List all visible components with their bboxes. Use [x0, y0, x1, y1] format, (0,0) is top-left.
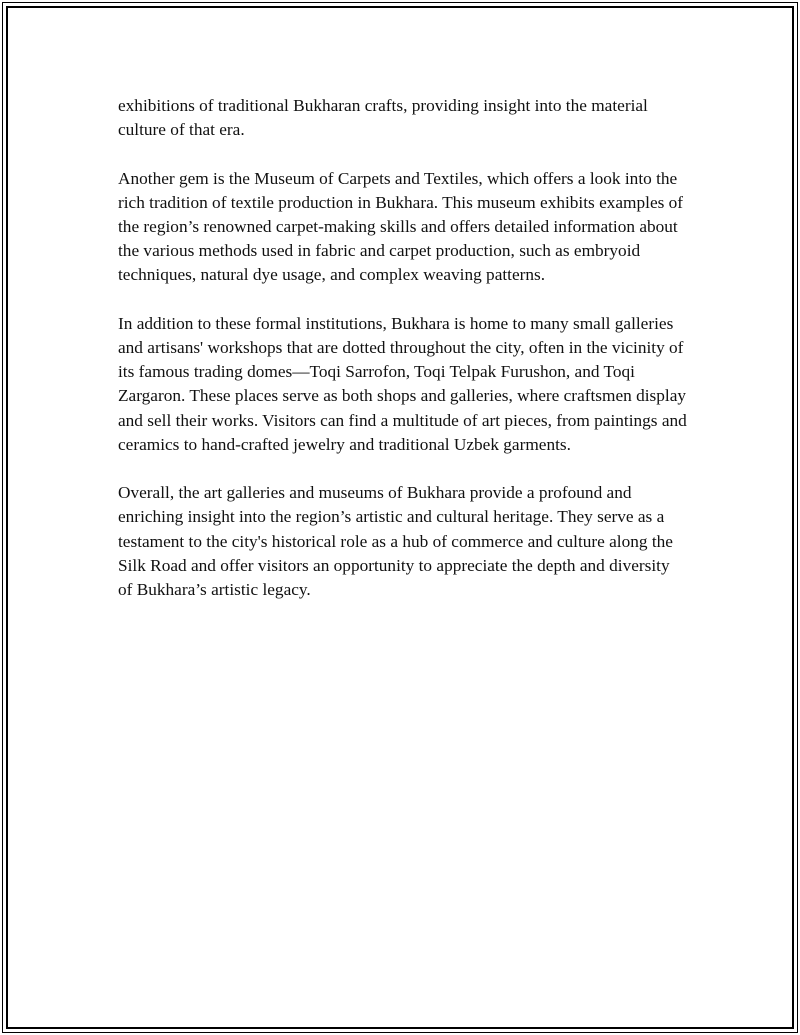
- paragraph-crafts-continuation: exhibitions of traditional Bukharan crafts, providing insight into the material culture of that era.: [118, 96, 648, 140]
- paragraph-conclusion: Overall, the art galleries and museums of Bukhara provide a profound and enriching insight into the region’s artistic and cultural heritage. They serve as a testament to the city's historical role as a hub of commerce and culture along the Silk Road and offer visitors an opportunity to appreciate the depth and diversity of Bukhara’s artistic legacy.: [118, 483, 673, 600]
- paragraph-galleries-workshops: In addition to these formal institutions, Bukhara is home to many small galleries and artisans' workshops that are dotted throughout the city, often in the vicinity of its famous trading domes—Toqi Sarrofon, Toqi Telpak Furushon, and Toqi Zargaron. These places serve as both shops and galleries, where craftsmen display and sell their works. Visitors can find a multitude of art pieces, from paintings and ceramics to hand-crafted jewelry and traditional Uzbek garments.: [118, 313, 687, 454]
- document-body: [118, 94, 688, 626]
- paragraph-carpets-museum: Another gem is the Museum of Carpets and Textiles, which offers a look into the rich tradition of textile production in Bukhara. This museum exhibits examples of the region’s renowned carpet-making skills and offers detailed information about the various methods used in fabric and carpet production, such as embryoid techniques, natural dye usage, and complex weaving patterns.: [118, 168, 684, 285]
